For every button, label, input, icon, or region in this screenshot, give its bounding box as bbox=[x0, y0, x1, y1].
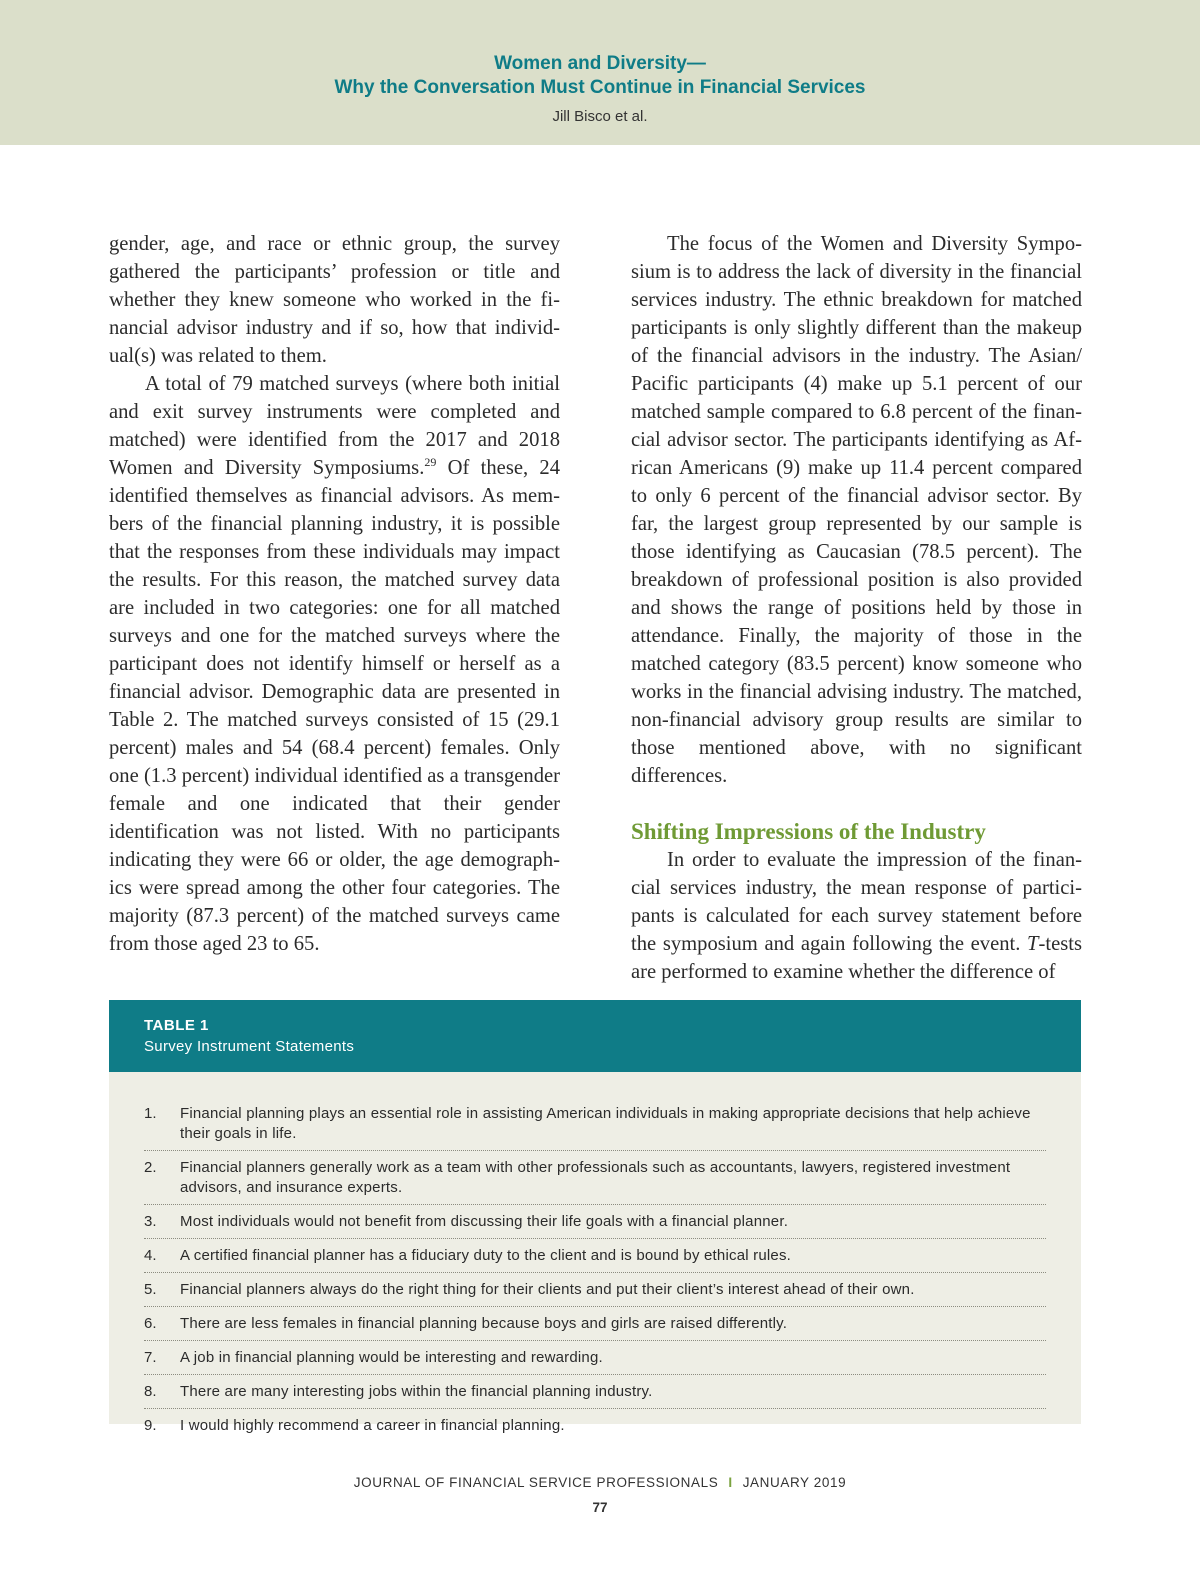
paragraph-text: Of these, 24 identified themselves as financial advisors. As members of the financial planning industry, it is possible that the responses from these individuals may impact the results. For this reason, the matched survey data are included in two categories: one for all matched surveys and one for the matched surveys where the participant does not identify himself or herself as a financial advisor. Demographic data are presented in Table 2. The matched surveys consisted of 15 (29.1 percent) males and 54 (68.4 percent) females. Only one (1.3 percent) individual identified as a transgender female and one indicated that their gender identification was not listed. With no participants indicating they were 66 or older, the age demographics were spread among the other four categories. The majority (87.3 percent) of the matched surveys came from those aged 23 to 65. bbox=[109, 457, 560, 955]
table-row bbox=[144, 1313, 1046, 1341]
row-statement: Financial planners always do the right thing for their clients and put their client’s interest ahead of their own. bbox=[180, 1281, 915, 1298]
running-header bbox=[0, 0, 1200, 145]
row-statement: Financial planners generally work as a team with other professionals such as accountants, lawyers, registered investment advisors, and insurance experts. bbox=[180, 1159, 1011, 1196]
running-footer bbox=[0, 1475, 1200, 1490]
paragraph-text: -tests are performed to examine whether the difference of bbox=[631, 933, 1082, 983]
right-column bbox=[631, 230, 1082, 986]
table-row bbox=[144, 1347, 1046, 1375]
paragraph: gender, age, and race or ethnic group, the survey gathered the participants’ profession or title and whether they knew someone who worked in the financial advisor industry and if so, how that individual(s) was related to them. bbox=[109, 233, 560, 367]
page-number: 77 bbox=[592, 1500, 608, 1515]
table-header bbox=[109, 1000, 1081, 1072]
paragraph bbox=[109, 370, 560, 958]
row-statement: Most individuals would not benefit from discussing their life goals with a financial planner. bbox=[180, 1213, 789, 1230]
row-statement: There are less females in financial planning because boys and girls are raised differently. bbox=[180, 1315, 788, 1332]
paragraph: The focus of the Women and Diversity Symposium is to address the lack of diversity in the financial services industry. The ethnic breakdown for matched participants is only slightly different than the makeup of the financial advisors in the industry. The Asian/ Pacific participants (4) make up 5.1 percent of our matched sample compared to 6.8 percent of the financial advisor sector. The participants identifying as African Americans (9) make up 11.4 percent compared to only 6 percent of the financial advisor sector. By far, the largest group represented by our sample is those identifying as Caucasian (78.5 percent). The breakdown of professional position is also provided and shows the range of positions held by those in attendance. Finally, the majority of those in the matched category (83.5 percent) know someone who works in the financial advising industry. The matched, non-financial advisory group results are similar to those mentioned above, with no significant differences. bbox=[631, 233, 1082, 787]
table-row bbox=[144, 1245, 1046, 1273]
journal-name: JOURNAL OF FINANCIAL SERVICE PROFESSIONALS bbox=[353, 1475, 719, 1490]
table-row bbox=[144, 1157, 1046, 1205]
table-row bbox=[144, 1211, 1046, 1239]
row-statement: A certified financial planner has a fiduciary duty to the client and is bound by ethical rules. bbox=[180, 1247, 792, 1264]
row-number: 1. bbox=[144, 1105, 157, 1122]
footer-separator: I bbox=[728, 1475, 733, 1490]
paragraph-text: In order to evaluate the impression of the financial services industry, the mean response of participants is calculated for each survey statement before the symposium and again following the event. bbox=[631, 849, 1082, 955]
paragraph-text: A total of 79 matched surveys (where both initial and exit survey instruments were completed and matched) were identified from the 2017 and 2018 Women and Diversity Symposiums. bbox=[109, 373, 560, 479]
table-row bbox=[144, 1103, 1046, 1151]
row-number: 7. bbox=[144, 1349, 157, 1366]
row-number: 2. bbox=[144, 1159, 157, 1176]
header-title-line2: Why the Conversation Must Continue in Financial Services bbox=[334, 77, 866, 98]
paragraph bbox=[631, 846, 1082, 986]
row-statement: A job in financial planning would be interesting and rewarding. bbox=[180, 1349, 603, 1366]
header-author: Jill Bisco et al. bbox=[552, 108, 648, 125]
row-statement: Financial planning plays an essential role in assisting American individuals in making appropriate decisions that help achieve their goals in life. bbox=[180, 1105, 1031, 1142]
row-number: 8. bbox=[144, 1383, 157, 1400]
table-row bbox=[144, 1415, 1046, 1442]
row-statement: There are many interesting jobs within the financial planning industry. bbox=[180, 1383, 653, 1400]
issue-date: JANUARY 2019 bbox=[742, 1475, 847, 1490]
table-caption: Survey Instrument Statements bbox=[144, 1038, 355, 1055]
row-number: 9. bbox=[144, 1417, 157, 1434]
row-number: 5. bbox=[144, 1281, 157, 1298]
header-title-line1: Women and Diversity— bbox=[494, 53, 706, 74]
row-number: 3. bbox=[144, 1213, 157, 1230]
table-1 bbox=[109, 1000, 1081, 1434]
footnote-ref[interactable]: 29 bbox=[424, 455, 437, 470]
section-heading: Shifting Impressions of the Industry bbox=[631, 819, 986, 844]
row-number: 4. bbox=[144, 1247, 157, 1264]
row-statement: I would highly recommend a career in financial planning. bbox=[180, 1417, 565, 1434]
table-row bbox=[144, 1381, 1046, 1409]
row-number: 6. bbox=[144, 1315, 157, 1332]
table-row bbox=[144, 1279, 1046, 1307]
left-column bbox=[109, 230, 560, 958]
italic-t: T bbox=[1027, 933, 1039, 955]
table-rows bbox=[144, 1103, 1046, 1448]
table-label: TABLE 1 bbox=[144, 1017, 209, 1034]
